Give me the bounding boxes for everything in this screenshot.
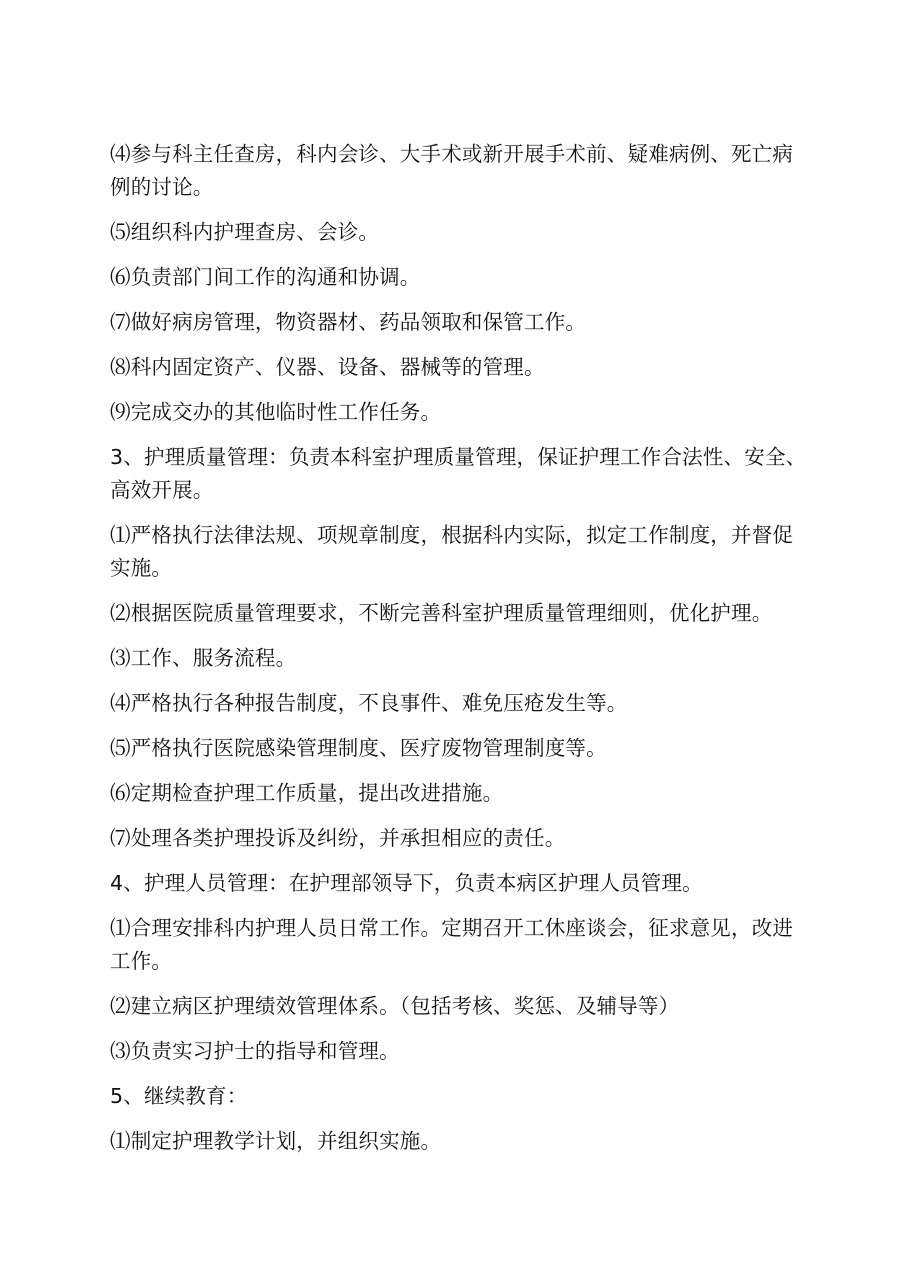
paragraph-quality-5: ⑸严格执行医院感染管理制度、医疗废物管理制度等。 bbox=[110, 736, 607, 760]
paragraph-quality-4: ⑷严格执行各种报告制度，不良事件、难免压疮发生等。 bbox=[110, 691, 628, 715]
section-heading-quality-management: 3、护理质量管理：负责本科室护理质量管理，保证护理工作合法性、安全、高效开展。 bbox=[110, 445, 807, 502]
paragraph-quality-7: ⑺处理各类护理投诉及纠纷，并承担相应的责任。 bbox=[110, 826, 566, 850]
section-heading-staff-management: 4、护理人员管理：在护理部领导下，负责本病区护理人员管理。 bbox=[110, 871, 703, 895]
paragraph-item-5-ward-rounds: ⑸组织科内护理查房、会诊。 bbox=[110, 220, 380, 244]
paragraph-staff-2: ⑵建立病区护理绩效管理体系。（包括考核、奖惩、及辅导等） bbox=[110, 994, 680, 1018]
paragraph-staff-1: ⑴合理安排科内护理人员日常工作。定期召开工休座谈会，征求意见，改进工作。 bbox=[110, 916, 794, 973]
paragraph-quality-2: ⑵根据医院质量管理要求，不断完善科室护理质量管理细则，优化护理。 bbox=[110, 601, 773, 625]
section-heading-continuing-education: 5、继续教育： bbox=[110, 1084, 248, 1108]
paragraph-item-4-rounds: ⑷参与科主任查房，科内会诊、大手术或新开展手术前、疑难病例、死亡病例的讨论。 bbox=[110, 142, 794, 199]
paragraph-quality-3: ⑶工作、服务流程。 bbox=[110, 646, 297, 670]
document-body bbox=[110, 138, 810, 1170]
paragraph-item-6-coordination: ⑹负责部门间工作的沟通和协调。 bbox=[110, 265, 421, 289]
paragraph-item-7-ward-management: ⑺做好病房管理，物资器材、药品领取和保管工作。 bbox=[110, 310, 587, 334]
paragraph-quality-6: ⑹定期检查护理工作质量，提出改进措施。 bbox=[110, 781, 504, 805]
paragraph-item-8-assets: ⑻科内固定资产、仪器、设备、器械等的管理。 bbox=[110, 355, 545, 379]
paragraph-staff-3: ⑶负责实习护士的指导和管理。 bbox=[110, 1039, 400, 1063]
paragraph-item-9-other-tasks: ⑼完成交办的其他临时性工作任务。 bbox=[110, 400, 442, 424]
paragraph-quality-1: ⑴严格执行法律法规、项规章制度，根据科内实际，拟定工作制度，并督促实施。 bbox=[110, 523, 794, 580]
paragraph-education-1: ⑴制定护理教学计划，并组织实施。 bbox=[110, 1129, 442, 1153]
